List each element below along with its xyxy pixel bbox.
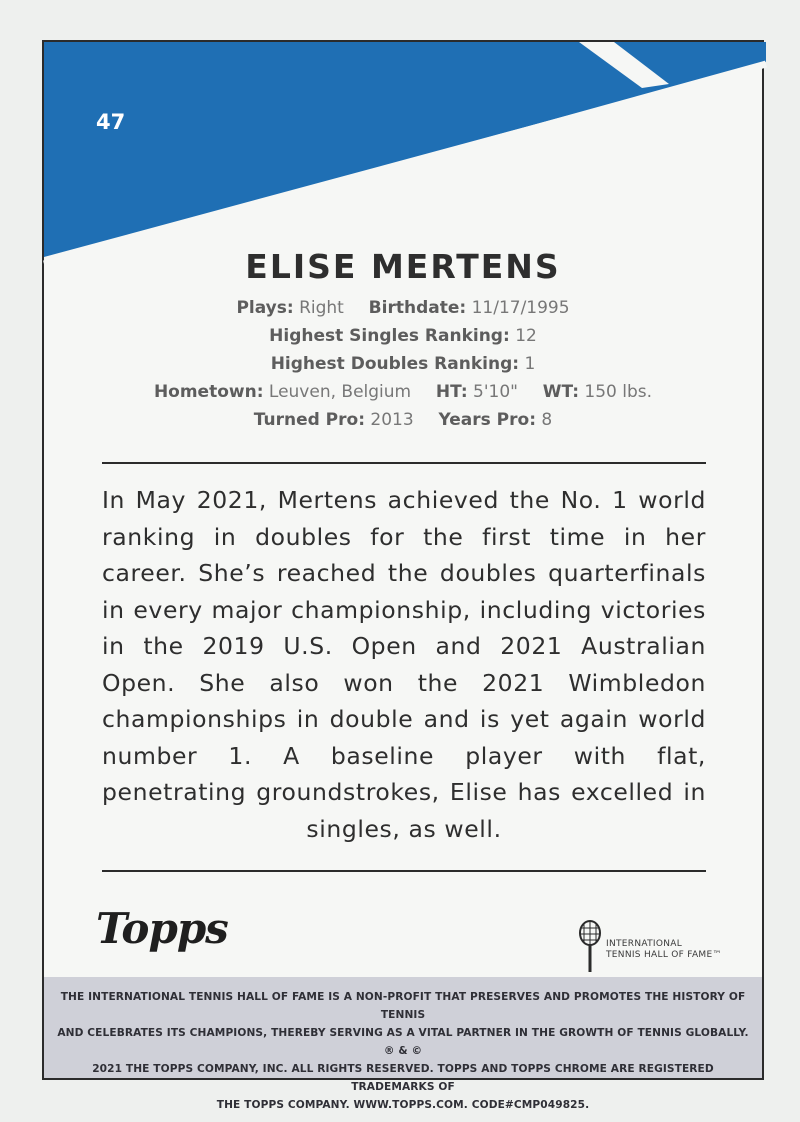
- doubles-ranking-value: 1: [524, 354, 536, 374]
- hof-line-1: INTERNATIONAL: [606, 939, 683, 949]
- years-pro-label: Years Pro:: [438, 410, 536, 430]
- stats-row-pro: [44, 406, 762, 434]
- weight-value: 150 lbs.: [584, 382, 653, 402]
- hometown-value: Leuven, Belgium: [268, 382, 412, 402]
- stats-row-doubles: [44, 350, 762, 378]
- height-value: 5'10": [473, 382, 518, 402]
- singles-ranking-label: Highest Singles Ranking:: [269, 326, 510, 346]
- stats-row-hometown: [44, 378, 762, 406]
- legal-line-2: AND CELEBRATES ITS CHAMPIONS, THEREBY SERVING AS A VITAL PARTNER IN THE GROWTH OF TENNIS GLOBALLY. ® & ©: [57, 1027, 749, 1057]
- divider-top: [102, 462, 706, 464]
- legal-line-4: THE TOPPS COMPANY. WWW.TOPPS.COM. CODE#CMP049825.: [216, 1099, 590, 1111]
- hof-line-2: TENNIS HALL OF FAME™: [606, 950, 722, 960]
- turned-pro-value: 2013: [370, 410, 414, 430]
- blue-banner: [44, 42, 766, 282]
- divider-bottom: [102, 870, 706, 872]
- legal-line-3: 2021 THE TOPPS COMPANY, INC. ALL RIGHTS RESERVED. TOPPS AND TOPPS CHROME ARE REGISTERED TRADEMARKS OF: [92, 1063, 714, 1093]
- turned-pro-label: Turned Pro:: [253, 410, 366, 430]
- singles-ranking-value: 12: [515, 326, 537, 346]
- tennis-racket-icon: [578, 920, 602, 974]
- birthdate-label: Birthdate:: [368, 298, 467, 318]
- weight-label: WT:: [542, 382, 580, 402]
- birthdate-value: 11/17/1995: [471, 298, 570, 318]
- height-label: HT:: [435, 382, 468, 402]
- player-name: ELISE MERTENS: [245, 247, 561, 286]
- player-stats: [44, 294, 762, 434]
- stats-row-singles: [44, 322, 762, 350]
- legal-line-1: THE INTERNATIONAL TENNIS HALL OF FAME IS A NON-PROFIT THAT PRESERVES AND PROMOTES THE HISTORY OF TENNIS: [60, 991, 746, 1021]
- card-back: [42, 40, 764, 1111]
- hof-logo-text: [606, 939, 722, 961]
- stats-row-plays: [44, 294, 762, 322]
- hometown-label: Hometown:: [153, 382, 264, 402]
- card-number: 47: [96, 110, 126, 134]
- years-pro-value: 8: [541, 410, 553, 430]
- plays-value: Right: [299, 298, 344, 318]
- plays-label: Plays:: [236, 298, 294, 318]
- player-bio: In May 2021, Mertens achieved the No. 1 world ranking in doubles for the first time in her career. She’s reached the doubles quarterfinals in every major championship, including victories in the 2019 U.S. Open and 2021 Australian Open. She also won the 2021 Wimbledon championships in double and is yet again world number 1. A baseline player with flat, penetrating groundstrokes, Elise has excelled in singles, as well.: [102, 486, 706, 843]
- legal-text: [56, 988, 750, 1114]
- doubles-ranking-label: Highest Doubles Ranking:: [270, 354, 520, 374]
- topps-logo: Topps: [96, 904, 228, 953]
